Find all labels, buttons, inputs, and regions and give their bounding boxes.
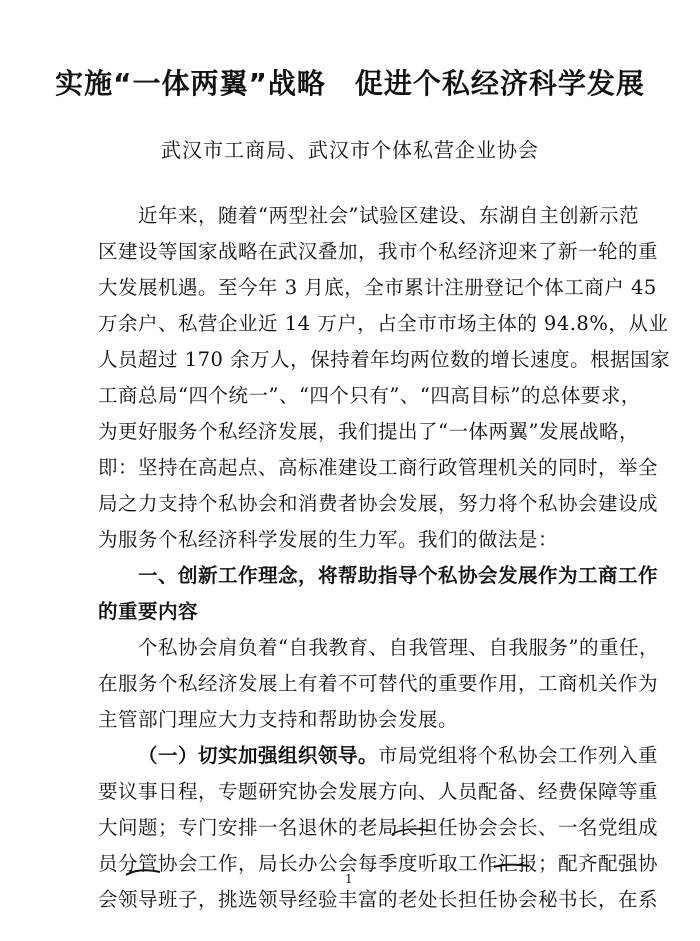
paragraph-line: 主管部门理应大力支持和帮助协会发展。 — [98, 708, 459, 731]
paragraph-line: 要议事日程，专题研究协会发展方向、人员配备、经费保障等重 — [98, 780, 659, 803]
section-heading: 的重要内容 — [98, 600, 199, 623]
paragraph-line: 会领导班子，挑选领导经验丰富的老处长担任协会秘书长，在系 — [98, 888, 659, 911]
subsection-lead: （一）切实加强组织领导。 — [138, 744, 379, 767]
document-title: 实施“一体两翼”战略 促进个私经济科学发展 — [55, 67, 645, 100]
document-author: 武汉市工商局、武汉市个体私营企业协会 — [161, 138, 539, 162]
paragraph-line: 员分管协会工作，局长办公会每季度听取工作汇报；配齐配强协 — [98, 852, 659, 875]
paragraph-line — [98, 738, 659, 774]
pen-mark — [492, 860, 532, 874]
paragraph-line: 在服务个私经济发展上有着不可替代的重要作用，工商机关作为 — [98, 672, 659, 695]
paragraph-line: 为更好服务个私经济发展，我们提出了“一体两翼”发展战略， — [98, 420, 639, 443]
paragraph-line: 大问题；专门安排一名退休的老局长担任协会会长、一名党组成 — [98, 816, 659, 839]
paragraph-line: 即：坚持在高起点、高标准建设工商行政管理机关的同时，举全 — [98, 456, 659, 479]
paragraph-line: 近年来，随着“两型社会”试验区建设、东湖自主创新示范 — [138, 204, 639, 227]
paragraph-line: 局之力支持个私协会和消费者协会发展，努力将个私协会建设成 — [98, 492, 659, 515]
paragraph-line: 区建设等国家战略在武汉叠加，我市个私经济迎来了新一轮的重 — [98, 240, 659, 263]
paragraph-line: 万余户、私营企业近 14 万户，占全市市场主体的 94.8%，从业 — [98, 312, 669, 335]
pen-mark — [390, 826, 434, 838]
section-heading: 一、创新工作理念，将帮助指导个私协会发展作为工商工作 — [138, 564, 659, 587]
paragraph-line: 工商总局“四个统一”、“四个只有”、“四高目标”的总体要求， — [98, 384, 641, 407]
document-body — [98, 198, 671, 918]
pen-mark — [124, 866, 164, 880]
paragraph-line: 个私协会肩负着“自我教育、自我管理、自我服务”的重任， — [138, 636, 659, 659]
paragraph-text: 市局党组将个私协会工作列入重 — [378, 744, 659, 767]
paragraph-line: 大发展机遇。至今年 3 月底，全市累计注册登记个体工商户 45 — [98, 276, 657, 299]
page-number: 1 — [345, 872, 353, 886]
paragraph-line: 人员超过 170 余万人，保持着年均两位数的增长速度。根据国家 — [98, 348, 671, 371]
paragraph-line: 为服务个私经济科学发展的生力军。我们的做法是： — [98, 528, 559, 551]
